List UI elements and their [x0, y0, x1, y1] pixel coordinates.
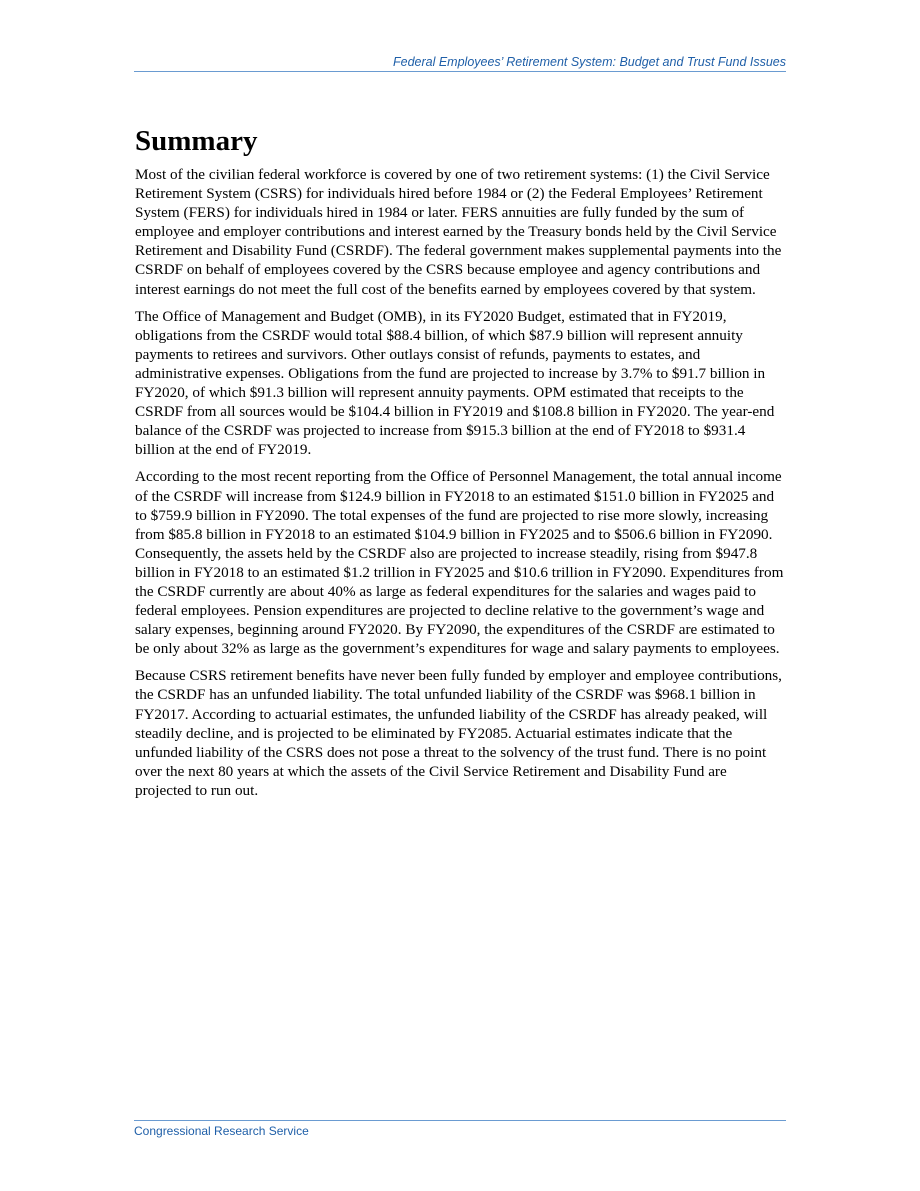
summary-paragraph-1: Most of the civilian federal workforce is covered by one of two retirement systems: (1) the Civil Service Retirement System (CSRS) for individuals hired before 1984 or (2) the Federal Employees’ Retirement System (FERS) for individuals hired in 1984 or later. FERS annuities are fully funded by the sum of employee and employer contributions and interest earned by the Treasury bonds held by the Civil Service Retirement and Disability Fund (CSRDF). The federal government makes supplemental payments into the CSRDF on behalf of employees covered by the CSRS because employee and agency contributions and interest earnings do not meet the full cost of the benefits earned by employees covered by that system.: [135, 166, 782, 298]
running-header: Federal Employees’ Retirement System: Budget and Trust Fund Issues: [134, 54, 786, 72]
summary-paragraph-2: The Office of Management and Budget (OMB), in its FY2020 Budget, estimated that in FY2019, obligations from the CSRDF would total $88.4 billion, of which $87.9 billion will represent annuity payments to retirees and survivors. Other outlays consist of refunds, payments to estates, and administrative expenses. Obligations from the fund are projected to increase by 3.7% to $91.7 billion in FY2020, of which $91.3 billion will represent annuity payments. OPM estimated that receipts to the CSRDF from all sources would be $104.4 billion in FY2019 and $108.8 billion in FY2020. The year-end balance of the CSRDF was projected to increase from $915.3 billion at the end of FY2018 to $931.4 billion at the end of FY2019.: [135, 307, 775, 459]
summary-paragraph-4: Because CSRS retirement benefits have never been fully funded by employer and employee contributions, the CSRDF has an unfunded liability. The total unfunded liability of the CSRDF was $968.1 billion in FY2017. According to actuarial estimates, the unfunded liability of the CSRDF has already peaked, will steadily decline, and is projected to be eliminated by FY2085. Actuarial estimates indicate that the unfunded liability of the CSRS does not pose a threat to the solvency of the trust fund. There is no point over the next 80 years at which the assets of the Civil Service Retirement and Disability Fund are projected to run out.: [135, 667, 782, 799]
summary-section: [135, 124, 786, 808]
running-footer: Congressional Research Service: [134, 1120, 786, 1139]
summary-paragraph-3: According to the most recent reporting from the Office of Personnel Management, the total annual income of the CSRDF will increase from $124.9 billion in FY2018 to an estimated $151.0 billion in FY2025 and to $759.9 billion in FY2090. The total expenses of the fund are projected to rise more slowly, increasing from $85.8 billion in FY2018 to an estimated $104.9 billion in FY2025 and to $506.6 billion in FY2090. Consequently, the assets held by the CSRDF also are projected to increase steadily, rising from $947.8 billion in FY2018 to an estimated $1.2 trillion in FY2025 and $10.6 trillion in FY2090. Expenditures from the CSRDF currently are about 40% as large as federal expenditures for the salaries and wages paid to federal employees. Pension expenditures are projected to decline relative to the government’s wage and salary expenses, beginning around FY2020. By FY2090, the expenditures of the CSRDF are estimated to be only about 32% as large as the government’s expenditures for wage and salary payments to employees.: [135, 468, 784, 658]
section-heading: Summary: [135, 125, 258, 157]
